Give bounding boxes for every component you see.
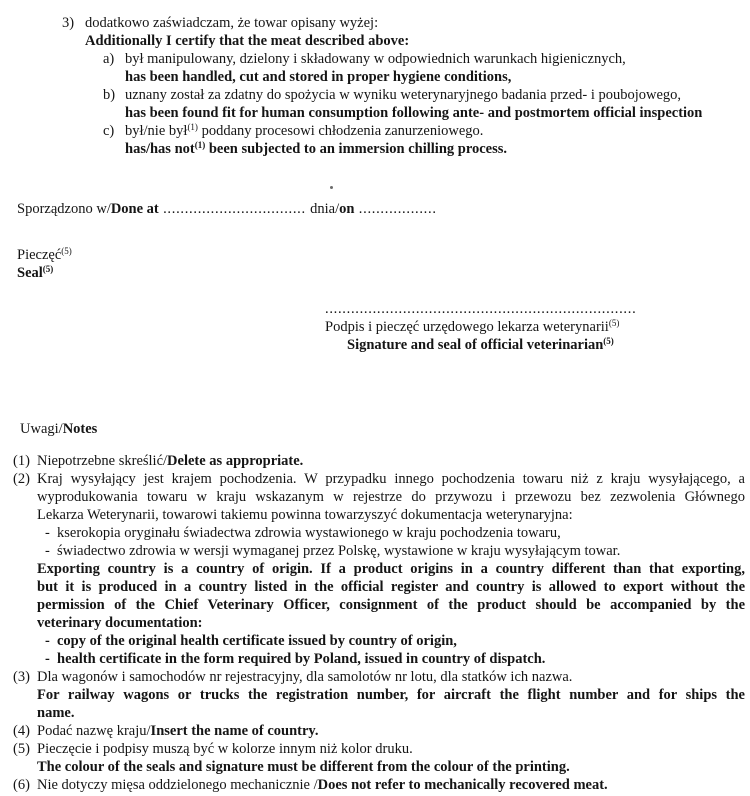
notes-heading-pl: Uwagi/ xyxy=(20,421,63,437)
footnote-ref-5: (5) xyxy=(61,246,72,256)
footnote-ref-5: (5) xyxy=(42,264,54,274)
note-text-line: Niepotrzebne skreślić/Delete as appropriate. xyxy=(37,453,304,469)
note-item xyxy=(13,470,745,668)
certify-item-c xyxy=(103,122,745,158)
notes-heading xyxy=(20,420,745,438)
note-item xyxy=(13,776,745,794)
note-item xyxy=(13,668,745,722)
footnote-ref-1: (1) xyxy=(187,122,198,132)
item-b-pl: uznany został za zdatny do spożycia w wyniku weterynaryjnego badania przed- i poubojowego, xyxy=(125,87,682,103)
section-number: 3) xyxy=(62,15,75,31)
note-number: (5) xyxy=(13,741,30,757)
dash-bullet: - xyxy=(45,543,50,559)
note-number: (1) xyxy=(13,453,30,469)
item-a-en: has been handled, cut and stored in proper hygiene conditions, xyxy=(125,69,512,85)
note-subitem-line: - health certificate in the form required by Poland, issued in country of dispatch. xyxy=(45,651,546,667)
notes-heading-en: Notes xyxy=(62,421,98,437)
signature-label-en: Signature and seal of official veterinarian$^{(5)}$ xyxy=(347,336,614,353)
note-subitem-line: - kserokopia oryginału świadectwa zdrowia wystawionego w kraju pochodzenia towaru, xyxy=(45,525,561,541)
item-letter: b) xyxy=(103,87,116,103)
certify-intro-en: Additionally I certify that the meat described above: xyxy=(85,33,410,49)
note-number: (4) xyxy=(13,723,30,739)
signature-line-dots: ........................................................................ xyxy=(325,301,637,317)
note-text-line: Kraj wysyłający jest krajem pochodzenia. W przypadku innego pochodzenia towaru niż z kraju wysyłającego, a xyxy=(37,471,745,487)
place-fill-in-dots: ................................. xyxy=(158,201,311,217)
note-text-line: Dla wagonów i samochodów nr rejestracyjny, dla samolotów nr lotu, dla statków ich nazwa. xyxy=(37,669,573,685)
note-number: (3) xyxy=(13,669,30,685)
note-number: (2) xyxy=(13,471,30,487)
note-subitem-line: - copy of the original health certificate issued by country of origin, xyxy=(45,633,457,649)
note-body xyxy=(37,776,745,794)
note-text-line: name. xyxy=(37,705,75,721)
certify-item-a xyxy=(103,50,745,86)
item-c-pl: był/nie był$^{(1)}$ poddany procesowi chłodzenia zanurzeniowego. xyxy=(125,122,484,139)
note-text-line: For railway wagons or trucks the registration number, for aircraft the flight number and for ships the xyxy=(37,687,745,703)
note-text-line: wyprodukowania towaru w kraju wskazanym w rejestrze do przywozu i przewozu bez zezwolenia Głównego xyxy=(37,489,745,505)
done-at-line xyxy=(17,200,745,218)
note-text-line: permission of the Chief Veterinary Officer, consignment of the product should be accompanied by the xyxy=(37,597,745,613)
dash-bullet: - xyxy=(45,651,50,667)
dash-bullet: - xyxy=(45,525,50,541)
note-body xyxy=(37,740,745,776)
note-text-line: Podać nazwę kraju/Insert the name of country. xyxy=(37,723,319,739)
certify-body xyxy=(85,14,745,158)
date-fill-in-dots: .................. xyxy=(354,201,437,217)
note-body xyxy=(37,668,745,722)
signature-label-pl: Podpis i pieczęć urzędowego lekarza weterynarii$^{(5)}$ xyxy=(325,318,620,335)
note-text-line: The colour of the seals and signature must be different from the colour of the printing. xyxy=(37,759,570,775)
certify-items xyxy=(103,50,745,158)
footnote-ref-5: (5) xyxy=(608,318,620,328)
certify-section xyxy=(62,14,745,158)
note-body xyxy=(37,470,745,668)
certify-item-b xyxy=(103,86,745,122)
notes-list xyxy=(13,452,745,794)
done-at-label-pl: Sporządzono w/ xyxy=(17,201,111,217)
note-subitem-line: - świadectwo zdrowia w wersji wymaganej przez Polskę, wystawione w kraju wysyłającym towar. xyxy=(45,543,621,559)
seal-label-pl: Pieczęć$^{(5)}$ xyxy=(17,246,72,263)
scan-speck xyxy=(330,186,333,189)
note-text-line: veterinary documentation: xyxy=(37,615,203,631)
note-text-line: Exporting country is a country of origin. If a product origins in a country different than that exporting, xyxy=(37,561,745,577)
note-item xyxy=(13,452,745,470)
item-c-en: has/has not$^{(1)}$ been subjected to an immersion chilling process. xyxy=(125,140,508,157)
note-item xyxy=(13,722,745,740)
note-number: (6) xyxy=(13,777,30,793)
date-label-pl: dnia/ xyxy=(310,201,340,217)
note-text-line: Nie dotyczy mięsa oddzielonego mechanicznie /Does not refer to mechanically recovered meat. xyxy=(37,777,608,793)
note-body xyxy=(37,722,745,740)
note-text-line: Lekarza Weterynarii, towarowi takiemu powinna towarzyszyć dokumentacja weterynaryjna: xyxy=(37,507,573,523)
seal-block xyxy=(17,246,745,282)
note-body xyxy=(37,452,745,470)
dash-bullet: - xyxy=(45,633,50,649)
item-a-pl: był manipulowany, dzielony i składowany w odpowiednich warunkach higienicznych, xyxy=(125,51,626,67)
certify-intro-pl: dodatkowo zaświadczam, że towar opisany wyżej: xyxy=(85,15,379,31)
date-label-en: on xyxy=(339,201,355,217)
footnote-ref-1: (1) xyxy=(194,140,206,150)
signature-block xyxy=(325,300,660,354)
seal-label-en: Seal$^{(5)}$ xyxy=(17,264,54,281)
item-b-en: has been found fit for human consumption following ante- and postmortem official inspection xyxy=(125,105,703,121)
footnote-ref-5: (5) xyxy=(603,336,614,346)
note-item xyxy=(13,740,745,776)
note-text-line: but it is produced in a country listed in the official register and country is allowed to export without the xyxy=(37,579,745,595)
item-letter: a) xyxy=(103,51,115,67)
note-text-line: Pieczęcie i podpisy muszą być w kolorze innym niż kolor druku. xyxy=(37,741,413,757)
done-at-label-en: Done at xyxy=(110,201,159,217)
item-letter: c) xyxy=(103,123,115,139)
